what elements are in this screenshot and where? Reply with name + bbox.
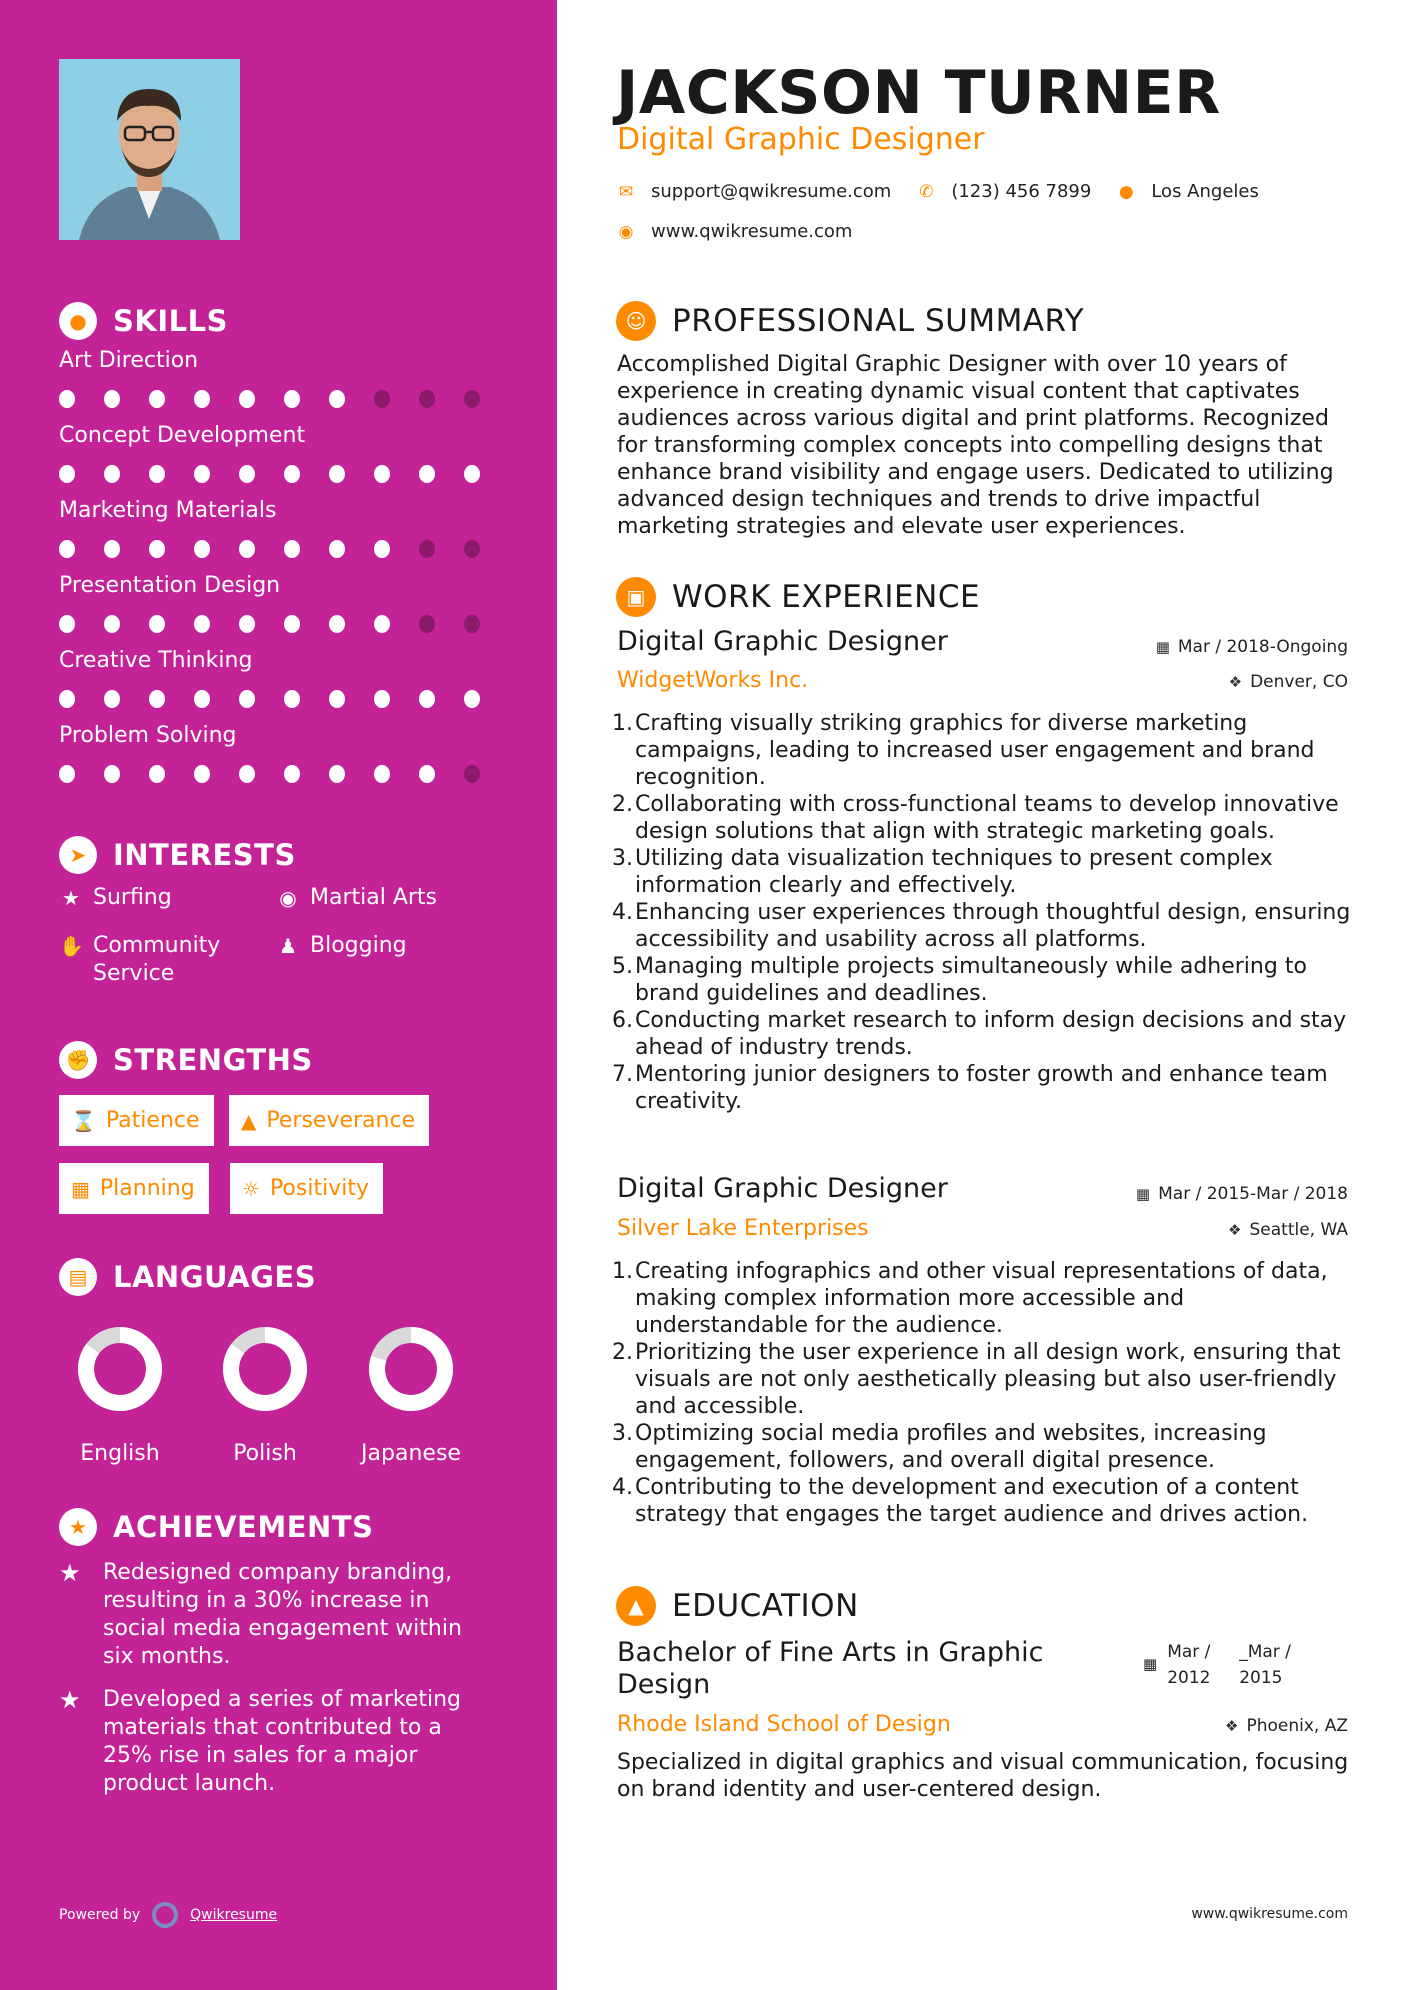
skill-dot	[284, 465, 300, 483]
duty-number: 2.	[612, 1340, 633, 1365]
duty-text: Creating infographics and other visual representations of data, making complex information more accessible and understandable for the audience.	[635, 1259, 1328, 1338]
duty-text: Enhancing user experiences through thoughtful design, ensuring accessibility and usability across all platforms.	[635, 900, 1351, 952]
candidate-name: JACKSON TURNER	[616, 58, 1221, 128]
pin-icon: ❖	[1225, 1717, 1239, 1735]
skill-name: Problem Solving	[59, 723, 237, 748]
skill-name: Concept Development	[59, 423, 306, 448]
strength-badge	[59, 1095, 214, 1146]
education-location-text: Phoenix, AZ	[1246, 1716, 1348, 1736]
duty-item	[612, 710, 1357, 791]
skill-item	[59, 498, 509, 558]
lightbulb-icon: ●	[59, 302, 97, 340]
company-name: Silver Lake Enterprises	[617, 1216, 869, 1241]
education-end: _Mar / 2015	[1239, 1642, 1291, 1688]
duty-text: Utilizing data visualization techniques to present complex information clearly and effectively.	[635, 846, 1273, 898]
road-icon: ▲	[241, 1108, 257, 1133]
skill-dot	[464, 690, 480, 708]
strength-label: Perseverance	[266, 1108, 416, 1133]
skill-dot	[284, 690, 300, 708]
duty-text: Prioritizing the user experience in all design work, ensuring that visuals are not only aesthetically pleasing but also user-friendly and accessible.	[635, 1340, 1341, 1419]
skill-dot	[239, 765, 255, 783]
duty-item	[612, 1420, 1357, 1474]
strength-badge	[230, 1163, 383, 1214]
school-name: Rhode Island School of Design	[617, 1712, 951, 1737]
shooting-star-icon: ★	[59, 1686, 81, 1714]
achievement-item	[59, 1559, 489, 1671]
skill-dot	[329, 690, 345, 708]
skill-dot	[59, 765, 75, 783]
candidate-role: Digital Graphic Designer	[617, 122, 985, 157]
duty-item	[612, 899, 1357, 953]
duty-text: Collaborating with cross-functional teams to develop innovative design solutions that align with strategic marketing goals.	[635, 792, 1339, 844]
interest-label: Surfing	[93, 885, 172, 910]
skill-dot	[59, 465, 75, 483]
user-icon: ☺	[616, 301, 656, 341]
interest-item	[276, 932, 407, 960]
job-date-text: Mar / 2015-Mar / 2018	[1158, 1184, 1348, 1204]
skill-dot	[419, 690, 435, 708]
job-duties-list	[612, 710, 1357, 1115]
skill-name: Creative Thinking	[59, 648, 253, 673]
summary-title: PROFESSIONAL SUMMARY	[672, 303, 1085, 339]
briefcase-icon: ▣	[616, 577, 656, 617]
skill-dot	[149, 465, 165, 483]
skill-dot	[284, 615, 300, 633]
duty-text: Optimizing social media profiles and websites, increasing engagement, followers, and overall digital presence.	[635, 1421, 1267, 1473]
qwikresume-link[interactable]: Qwikresume	[190, 1907, 278, 1923]
duty-number: 1.	[612, 1259, 633, 1284]
strength-badge	[229, 1095, 429, 1146]
duty-number: 3.	[612, 1421, 633, 1446]
skill-item	[59, 648, 509, 708]
duty-number: 1.	[612, 711, 633, 736]
hand-icon: ✋	[59, 934, 84, 958]
pin-icon: ❖	[1228, 1221, 1242, 1239]
duty-item	[612, 1061, 1357, 1115]
interest-label: Martial Arts	[310, 885, 438, 910]
duty-number: 4.	[612, 900, 633, 925]
envelope-icon: ✉	[618, 181, 634, 202]
job-date	[1156, 637, 1348, 657]
website-text[interactable]: www.qwikresume.com	[651, 221, 853, 242]
language-ring	[367, 1325, 455, 1413]
skill-dot	[194, 465, 210, 483]
duty-text: Mentoring junior designers to foster growth and enhance team creativity.	[635, 1062, 1328, 1114]
skill-dot	[149, 690, 165, 708]
skill-dot	[149, 765, 165, 783]
interest-label: Blogging	[310, 933, 407, 958]
skill-rating	[59, 540, 509, 558]
calendar-icon: ▦	[1135, 1185, 1151, 1203]
phone-icon: ✆	[919, 181, 934, 202]
powered-by-text: Powered by	[59, 1907, 141, 1923]
skill-dot	[374, 690, 390, 708]
language-icon: ▤	[59, 1258, 97, 1296]
strength-label: Positivity	[269, 1176, 369, 1201]
languages-heading	[59, 1258, 316, 1296]
phone-text: (123) 456 7899	[951, 181, 1092, 202]
experience-title: WORK EXPERIENCE	[672, 579, 981, 615]
interests-title: INTERESTS	[113, 838, 296, 872]
skill-dot	[464, 615, 480, 633]
education-date	[1143, 1639, 1301, 1691]
skill-name: Marketing Materials	[59, 498, 277, 523]
job-date-text: Mar / 2018-Ongoing	[1177, 637, 1348, 657]
graduation-icon: ▲	[616, 1586, 656, 1626]
sidebar	[0, 0, 557, 1990]
skills-title: SKILLS	[113, 304, 228, 338]
experience-heading	[616, 577, 980, 617]
job-date	[1136, 1184, 1348, 1204]
duty-number: 7.	[612, 1062, 633, 1087]
duty-number: 4.	[612, 1475, 633, 1500]
skill-dot	[59, 390, 75, 408]
profile-photo	[59, 59, 240, 240]
users-icon: ♟	[279, 934, 297, 958]
powered-by	[59, 1902, 277, 1928]
skill-dot	[419, 540, 435, 558]
skill-dot	[284, 540, 300, 558]
skill-rating	[59, 465, 509, 483]
skill-dot	[104, 390, 120, 408]
duty-text: Crafting visually striking graphics for diverse marketing campaigns, leading to increased user engagement and brand recognition.	[635, 711, 1315, 790]
education-location	[1225, 1716, 1348, 1736]
skill-dot	[284, 765, 300, 783]
skill-rating	[59, 765, 509, 783]
paper-plane-icon: ➤	[59, 836, 97, 874]
duty-item	[612, 1007, 1357, 1061]
language-name: English	[80, 1441, 160, 1466]
skill-dot	[239, 465, 255, 483]
skill-dot	[194, 390, 210, 408]
language-item	[351, 1325, 471, 1466]
education-heading	[616, 1586, 859, 1626]
achievement-text: Redesigned company branding, resulting in a 30% increase in social media engagement within six months.	[103, 1560, 462, 1669]
duty-item	[612, 1258, 1357, 1339]
skill-dot	[194, 540, 210, 558]
skill-rating	[59, 690, 509, 708]
skill-item	[59, 423, 509, 483]
skill-dot	[104, 465, 120, 483]
skill-dot	[239, 690, 255, 708]
skill-dot	[464, 540, 480, 558]
duty-number: 6.	[612, 1008, 633, 1033]
duty-item	[612, 1339, 1357, 1420]
skill-item	[59, 573, 509, 633]
duty-number: 5.	[612, 954, 633, 979]
shooting-star-icon: ★	[59, 1559, 81, 1587]
strength-label: Planning	[99, 1176, 195, 1201]
skill-dot	[329, 540, 345, 558]
job-duties-list	[612, 1258, 1357, 1528]
skill-dot	[464, 390, 480, 408]
education-title: EDUCATION	[672, 1588, 859, 1624]
skill-dot	[464, 465, 480, 483]
skill-dot	[59, 540, 75, 558]
skill-dot	[239, 615, 255, 633]
footer-url[interactable]: www.qwikresume.com	[1191, 1906, 1348, 1922]
skills-heading	[59, 302, 228, 340]
interest-item	[59, 932, 249, 988]
skill-dot	[194, 690, 210, 708]
achievements-title: ACHIEVEMENTS	[113, 1510, 374, 1544]
interests-heading	[59, 836, 296, 874]
skill-dot	[284, 390, 300, 408]
strengths-heading	[59, 1041, 313, 1079]
skill-dot	[59, 690, 75, 708]
skill-rating	[59, 390, 509, 408]
globe-icon: ◉	[279, 886, 297, 910]
skill-dot	[239, 390, 255, 408]
skill-dot	[329, 465, 345, 483]
skill-dot	[419, 465, 435, 483]
hourglass-icon: ⌛	[71, 1108, 96, 1133]
interest-item	[59, 884, 172, 912]
duty-number: 2.	[612, 792, 633, 817]
duty-item	[612, 845, 1357, 899]
languages-title: LANGUAGES	[113, 1260, 317, 1294]
language-name: Japanese	[361, 1441, 461, 1466]
language-name: Polish	[233, 1441, 297, 1466]
email-text[interactable]: support@qwikresume.com	[651, 181, 892, 202]
duty-number: 3.	[612, 846, 633, 871]
skill-dot	[194, 615, 210, 633]
sun-icon: ☼	[242, 1176, 260, 1201]
education-description: Specialized in digital graphics and visual communication, focusing on brand identity and user-centered design.	[617, 1750, 1349, 1802]
trophy-icon: ★	[59, 1508, 97, 1546]
skill-dot	[194, 765, 210, 783]
calendar-icon: ▦	[1155, 638, 1170, 656]
skill-dot	[149, 615, 165, 633]
skill-dot	[329, 765, 345, 783]
achievement-item	[59, 1686, 489, 1798]
skill-item	[59, 723, 509, 783]
skill-dot	[329, 615, 345, 633]
skill-dot	[374, 615, 390, 633]
skill-dot	[149, 540, 165, 558]
language-ring	[76, 1325, 164, 1413]
calendar-icon: ▦	[1143, 1655, 1158, 1673]
skill-dot	[374, 465, 390, 483]
map-pin-icon: ●	[1118, 181, 1134, 202]
achievement-text: Developed a series of marketing materials that contributed to a 25% rise in sales for a major product launch.	[103, 1687, 461, 1796]
star-icon: ★	[62, 886, 80, 910]
job-title: Digital Graphic Designer	[617, 1173, 948, 1204]
skill-dot	[104, 765, 120, 783]
company-name: WidgetWorks Inc.	[617, 668, 809, 693]
duty-text: Conducting market research to inform design decisions and stay ahead of industry trends.	[635, 1008, 1347, 1060]
degree-title: Bachelor of Fine Arts in Graphic Design	[617, 1637, 1044, 1700]
summary-heading	[616, 301, 1084, 341]
skill-dot	[104, 690, 120, 708]
skill-dot	[59, 615, 75, 633]
skill-dot	[374, 390, 390, 408]
job-title: Digital Graphic Designer	[617, 626, 948, 657]
interest-item	[276, 884, 437, 912]
contact-row	[617, 181, 1285, 202]
strength-badge	[59, 1163, 209, 1214]
skill-dot	[374, 540, 390, 558]
achievements-heading	[59, 1508, 373, 1546]
language-item	[205, 1325, 325, 1466]
pin-icon: ❖	[1228, 673, 1243, 691]
strengths-title: STRENGTHS	[113, 1043, 313, 1077]
skill-dot	[464, 765, 480, 783]
duty-item	[612, 1474, 1357, 1528]
skill-dot	[419, 765, 435, 783]
job-location	[1228, 1220, 1348, 1240]
skill-dot	[104, 615, 120, 633]
calendar-icon: ▦	[71, 1176, 90, 1201]
skill-dot	[329, 390, 345, 408]
job-location-text: Seattle, WA	[1249, 1220, 1348, 1240]
duty-item	[612, 953, 1357, 1007]
skill-dot	[149, 390, 165, 408]
globe-icon: ◉	[618, 221, 634, 242]
job-location-text: Denver, CO	[1250, 672, 1348, 692]
skill-dot	[419, 390, 435, 408]
education-start: Mar / 2012	[1167, 1642, 1211, 1688]
skill-rating	[59, 615, 509, 633]
skill-dot	[374, 765, 390, 783]
job-location	[1229, 672, 1348, 692]
skill-name: Art Direction	[59, 348, 199, 373]
skill-name: Presentation Design	[59, 573, 281, 598]
skill-dot	[419, 615, 435, 633]
fist-icon: ✊	[59, 1041, 97, 1079]
language-item	[60, 1325, 180, 1466]
skill-dot	[104, 540, 120, 558]
summary-text: Accomplished Digital Graphic Designer with over 10 years of experience in creating dynamic visual content that captivates audiences across various digital and print platforms. Recognized for transforming complex concepts into compelling designs that enhance brand visibility and engage users. Dedicated to utilizing advanced design techniques and trends to drive impactful marketing strategies and elevate user experiences.	[617, 352, 1334, 539]
interest-label: Community Service	[93, 933, 221, 986]
duty-text: Managing multiple projects simultaneously while adhering to brand guidelines and deadlines.	[635, 954, 1307, 1006]
qwikresume-logo-icon	[152, 1902, 178, 1928]
website-row	[617, 221, 878, 242]
duty-item	[612, 791, 1357, 845]
duty-text: Contributing to the development and execution of a content strategy that engages the target audience and drives action.	[635, 1475, 1309, 1527]
skill-dot	[239, 540, 255, 558]
skill-item	[59, 348, 509, 408]
location-text: Los Angeles	[1151, 181, 1259, 202]
strength-label: Patience	[105, 1108, 200, 1133]
language-ring	[221, 1325, 309, 1413]
